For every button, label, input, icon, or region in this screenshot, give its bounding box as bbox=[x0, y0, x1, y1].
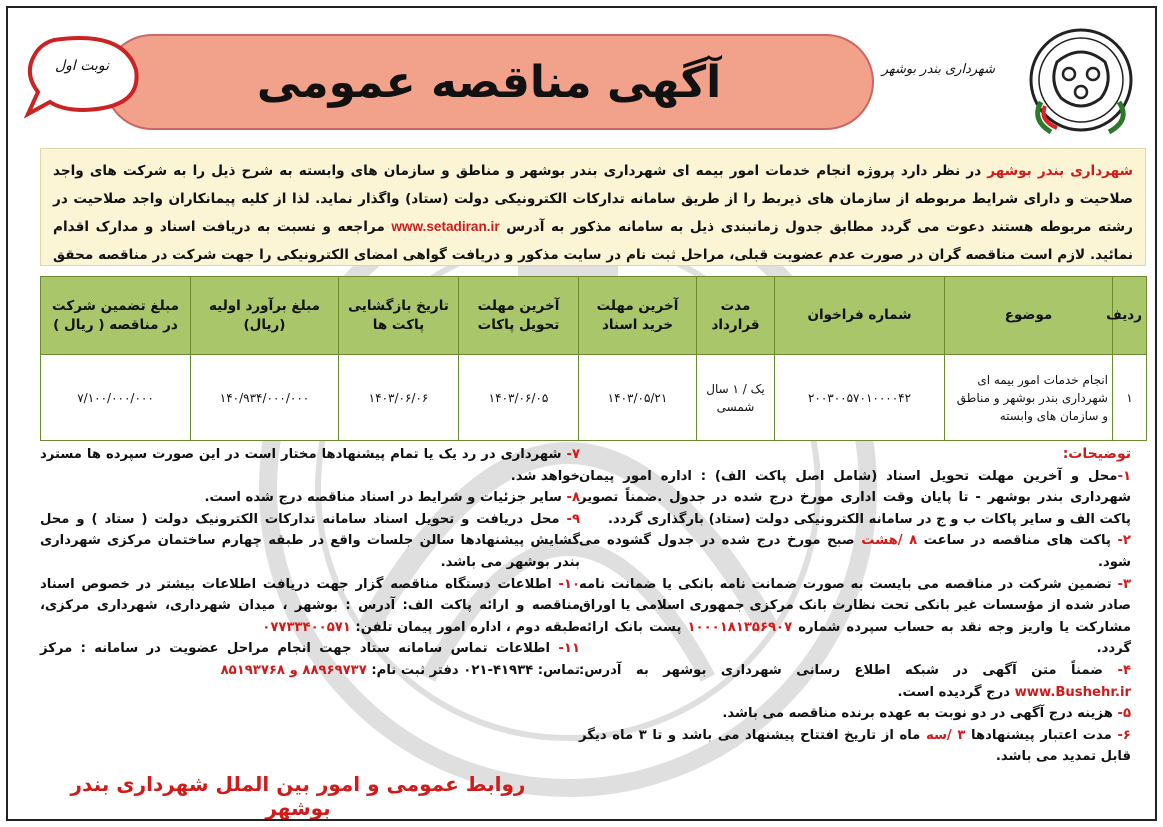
notice-frame bbox=[6, 6, 1157, 821]
intro-org: شهرداری بندر بوشهر bbox=[987, 163, 1133, 179]
note-item: ۷- شهرداری در رد یک یا تمام پیشنهادها مختار است در این صورت سپرده ها مسترد خواهد شد. bbox=[40, 447, 580, 484]
table-header-row bbox=[41, 277, 1147, 355]
cell-call-number: ۲۰۰۳۰۰۵۷۰۱۰۰۰۰۴۲ bbox=[775, 355, 945, 441]
table-header: مبلغ برآورد اولیه (ریال) bbox=[191, 277, 339, 355]
cell-row: ۱ bbox=[1113, 355, 1147, 441]
table-header: ردیف bbox=[1113, 277, 1147, 355]
page-title: آگهی مناقصه عمومی bbox=[256, 56, 722, 108]
note-item: ۳- تضمین شرکت در مناقصه می بایست به صورت ضمانت نامه بانکی یا ضمانت نامه صادر شده از مؤسسات غیر بانکی تحت نظارت بانک مرکزی جمهوری اسلامی یا اوراق مشارکت یا واریز وجه نقد به حساب سپرده شماره ۱۰۰۰۱۸۱۳۵۶۹۰۷ پست بانک ارائه گردد. bbox=[579, 576, 1132, 657]
municipality-logo-icon bbox=[991, 22, 1141, 140]
cell-opening-date: ۱۴۰۳/۰۶/۰۶ bbox=[339, 355, 459, 441]
speech-bubble-icon bbox=[24, 30, 144, 120]
note-item: ۱۰- اطلاعات دستگاه مناقصه گزار جهت دریافت اطلاعات بیشتر در خصوص اسناد مناقصه و ارائه پاکت الف: آدرس : بوشهر ، میدان شهرداری، شهرداری مرکزی، طبقه دوم ، اداره امور پیمان تلفن: ۰۷۷۳۳۴۰۰۵۷۱ bbox=[40, 576, 580, 635]
table-header: مدت قرارداد bbox=[697, 277, 775, 355]
table-header: آخرین مهلت خرید اسناد bbox=[579, 277, 697, 355]
stage-badge: نوبت اول bbox=[54, 58, 110, 74]
table-header: مبلغ تضمین شرکت در مناقصه ( ریال ) bbox=[41, 277, 191, 355]
title-banner bbox=[104, 34, 874, 130]
table-header: موضوع bbox=[945, 277, 1113, 355]
intro-text-2: مراجعه و نسبت به دریافت اسناد و مدارک اقدام نمائید. لازم است مناقصه گران در صورت عدم عضویت قبلی، مراحل ثبت نام در سایت مذکور و دریافت گواهی امضای الکترونیکی را جهت شرکت در مناقصه محقق bbox=[53, 219, 1133, 263]
note-item: ۸- سایر جزئیات و شرایط در اسناد مناقصه درج شده است. bbox=[204, 490, 580, 506]
table-header: شماره فراخوان bbox=[775, 277, 945, 355]
intro-text-1: در نظر دارد پروژه انجام خدمات امور بیمه ای شهرداری بندر بوشهر و مناطق و سازمان های وابسته به شرح ذیل را به شرکت های واجد صلاحیت و دارای شرایط مربوطه از سازمان های ذیربط را از طریق سامانه تدارکات الکترونیکی دولت (ستاد) واگذار نماید. لذا از کلیه پیمانکاران واجد صلاحیت در رشته مربوطه هستند دعوت می گردد مطابق جدول زمانبندی ذیل به سامانه مذکور به آدرس bbox=[53, 163, 1133, 235]
header bbox=[8, 8, 1155, 146]
cell-submission-deadline: ۱۴۰۳/۰۶/۰۵ bbox=[459, 355, 579, 441]
table-header: آخرین مهلت تحویل پاکات bbox=[459, 277, 579, 355]
note-item: ۱۱- اطلاعات تماس سامانه ستاد جهت انجام مراحل عضویت در سامانه : مرکز تماس: ۴۱۹۳۴-۰۲۱ دفتر ثبت نام: ۸۸۹۶۹۷۳۷ و ۸۵۱۹۳۷۶۸ bbox=[40, 641, 580, 678]
intro-paragraph bbox=[40, 148, 1146, 266]
logo-text: شهرداری بندر بوشهر bbox=[881, 62, 995, 77]
cell-guarantee: ۷/۱۰۰/۰۰۰/۰۰۰ bbox=[41, 355, 191, 441]
note-item: ۴- ضمناً متن آگهی در شبکه اطلاع رسانی شهرداری بوشهر به آدرس: www.Bushehr.ir درج گردیده است. bbox=[579, 662, 1131, 700]
cell-estimate: ۱۴۰/۹۳۴/۰۰۰/۰۰۰ bbox=[191, 355, 339, 441]
bushehr-link[interactable]: www.Bushehr.ir bbox=[1014, 684, 1131, 700]
note-item: ۲- پاکت های مناقصه در ساعت ۸ /هشت صبح مورخ درج شده در جدول گشوده می شود. bbox=[579, 533, 1131, 570]
note-item: ۶- مدت اعتبار پیشنهادها ۳ /سه ماه از تاریخ افتتاح پیشنهاد می باشد و تا ۳ ماه دیگر قابل تمدید می باشد. bbox=[579, 727, 1131, 765]
note-item: ۹- محل دریافت و تحویل اسناد سامانه تدارکات الکترونیک دولت ( ستاد ) و محل گشایش پیشنهادها سالن جلسات واقع در طبقه چهارم ساختمان مرکزی شهرداری بندر بوشهر می باشد. bbox=[40, 511, 580, 570]
cell-purchase-deadline: ۱۴۰۳/۰۵/۲۱ bbox=[579, 355, 697, 441]
cell-duration: یک / ۱ سال شمسی bbox=[697, 355, 775, 441]
cell-subject: انجام خدمات امور بیمه ای شهرداری بندر بوشهر و مناطق و سازمان های وابسته bbox=[945, 355, 1113, 441]
table-header: تاریخ بازگشایی پاکت ها bbox=[339, 277, 459, 355]
footer-signature: روابط عمومی و امور بین الملل شهرداری بندر بوشهر bbox=[70, 772, 526, 820]
notes-title: توضیحات: bbox=[1062, 446, 1131, 462]
note-item: ۱-محل و آخرین مهلت تحویل اسناد (شامل اصل پاکت الف) : اداره امور پیمان شهرداری بندر بوشهر - تا پایان وقت اداری مورخ درج شده در جدول .ضمناً تصویر پاکت الف و سایر پاکات ب و ج در سامانه الکترونیکی دولت (ستاد) بارگذاری گردد. bbox=[579, 468, 1131, 527]
table-row bbox=[41, 355, 1147, 441]
note-item: ۵- هزینه درج آگهی در دو نوبت به عهده برنده مناقصه می باشد. bbox=[722, 706, 1131, 722]
notes-right bbox=[579, 444, 1131, 768]
notes-left bbox=[40, 444, 580, 682]
tender-table bbox=[40, 276, 1147, 441]
setad-link[interactable]: www.setadiran.ir bbox=[391, 219, 500, 234]
